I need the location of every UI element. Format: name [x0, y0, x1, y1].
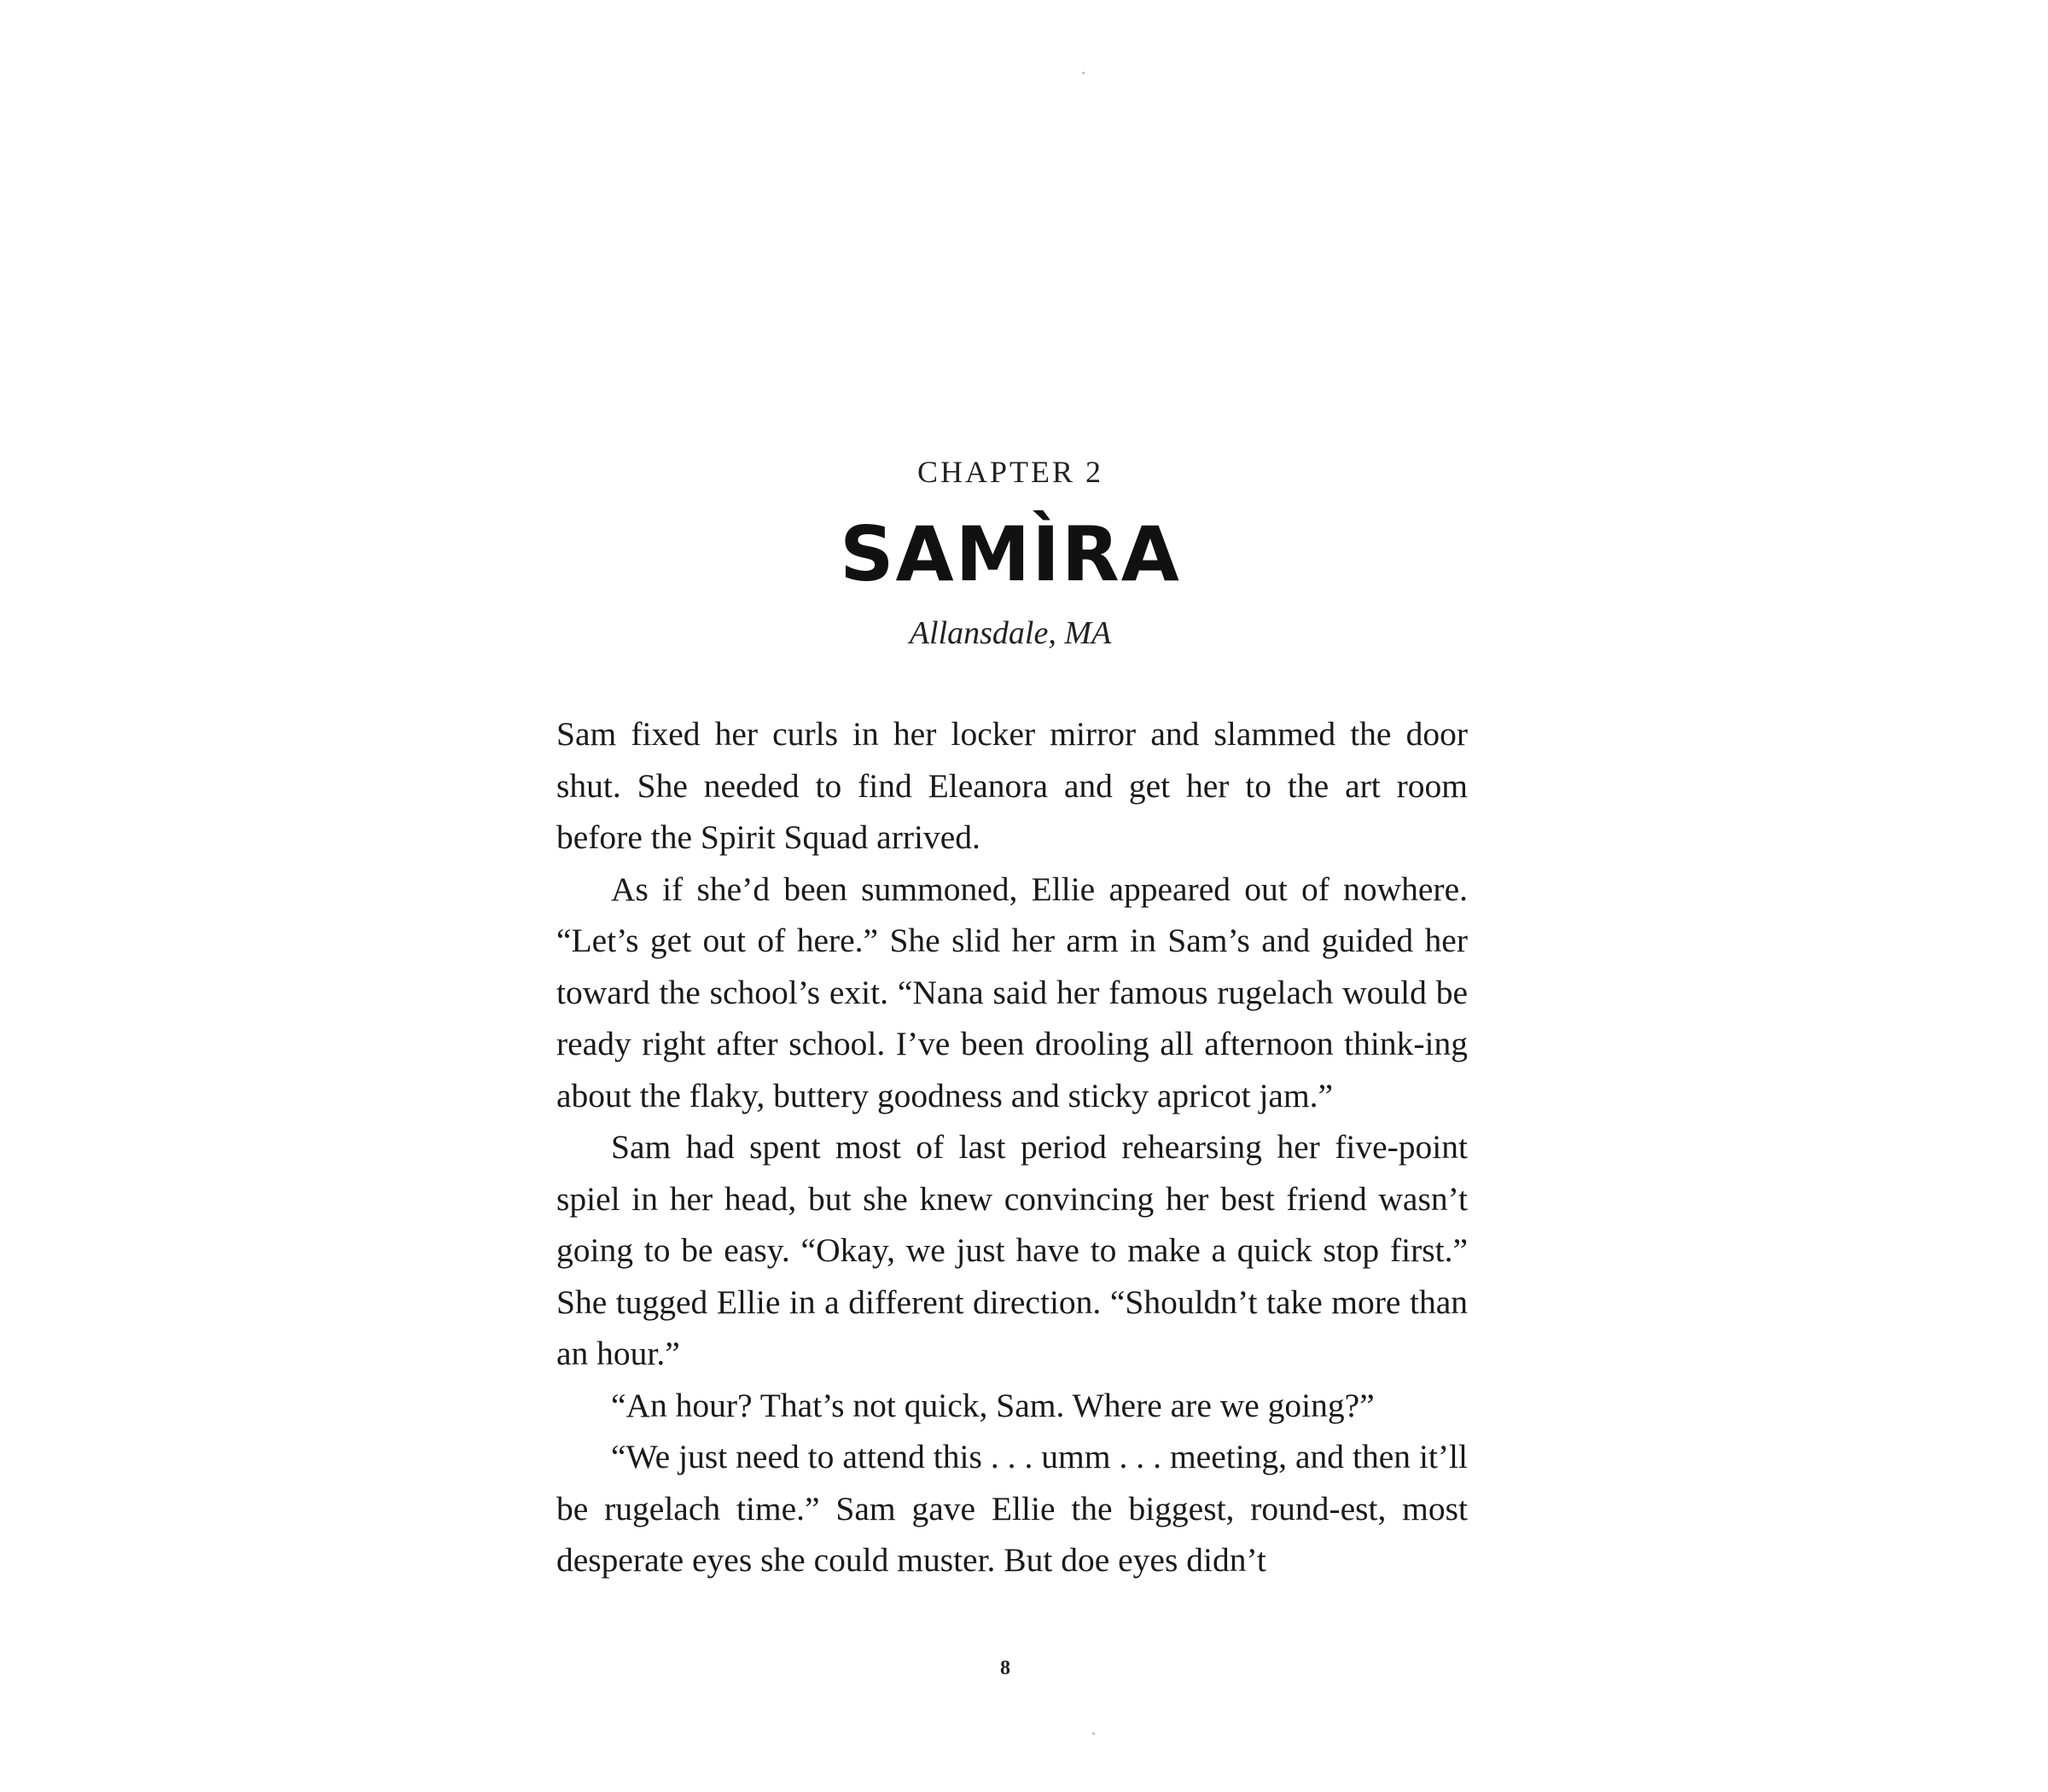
paragraph-4: “An hour? That’s not quick, Sam. Where are we going?” [611, 1386, 1375, 1424]
chapter-location: Allansdale, MA [909, 615, 1112, 651]
paragraph-5: “We just need to attend this . . . umm . . . meeting, and then it’ll be rugelach time.” Sam gave Ellie the biggest, round-est, most desperate eyes she could muster. But doe eyes didn’t [556, 1438, 1468, 1579]
chapter-label: CHAPTER 2 [916, 455, 1104, 489]
body-text [556, 708, 1468, 1586]
paragraph-3: Sam had spent most of last period rehearsing her five-point spiel in her head, but she knew convincing her best friend wasn’t going to be easy. “Okay, we just have to make a quick stop first.” She tugged Ellie in a different direction. “Shouldn’t take more than an hour.” [556, 1128, 1468, 1372]
page-number: 8 [1000, 1657, 1010, 1679]
paragraph-1: Sam fixed her curls in her locker mirror and slammed the door shut. She needed to find Eleanora and get her to the art room before the Spirit Squad arrived. [556, 715, 1468, 856]
paragraph-2: As if she’d been summoned, Ellie appeared out of nowhere. “Let’s get out of here.” She slid her arm in Sam’s and guided her toward the school’s exit. “Nana said her famous rugelach would be ready right after school. I’ve been drooling all afternoon think-ing about the flaky, buttery goodness and sticky apricot jam.” [556, 870, 1468, 1114]
scan-speck [1082, 72, 1085, 74]
scan-speck [1092, 1732, 1095, 1735]
chapter-title: SAMÌRA [840, 510, 1181, 598]
